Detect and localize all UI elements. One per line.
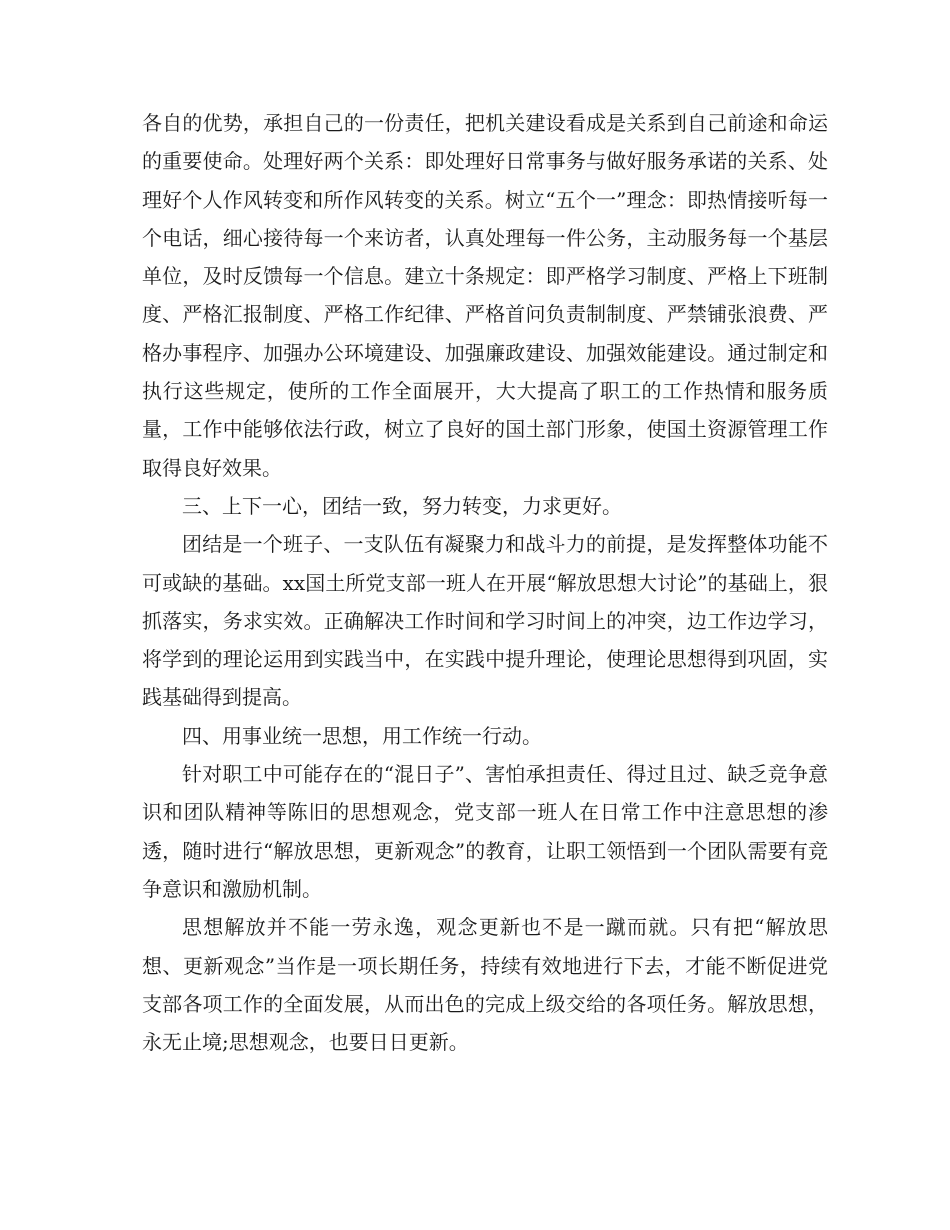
section-heading-4: 四、用事业统一思想，用工作统一行动。 <box>182 723 542 748</box>
paragraph-1: 各自的优势，承担自己的一份责任，把机关建设看成是关系到自己前途和命运的重要使命。处理好两个关系：即处理好日常事务与做好服务承诺的关系、处理好个人作风转变和所作风转变的关系。树立“五个一”理念：即热情接听每一个电话，细心接待每一个来访者，认真处理每一件公务，主动服务每一个基层单位，及时反馈每一个信息。建立十条规定：即严格学习制度、严格上下班制度、严格汇报制度、严格工作纪律、严格首问负责制制度、严禁铺张浪费、严格办事程序、加强办公环境建设、加强廉政建设、加强效能建设。通过制定和执行这些规定，使所的工作全面展开，大大提高了职工的工作热情和服务质量，工作中能够依法行政，树立了良好的国土部门形象，使国土资源管理工作取得良好效果。 <box>142 111 828 480</box>
paragraph-3: 针对职工中可能存在的“混日子”、害怕承担责任、得过且过、缺乏竞争意识和团队精神等陈旧的思想观念，党支部一班人在日常工作中注意思想的渗透，随时进行“解放思想，更新观念”的教育，让职工领悟到一个团队需要有竞争意识和激励机制。 <box>142 762 828 901</box>
section-heading-3: 三、上下一心，团结一致，努力转变，力求更好。 <box>182 493 622 518</box>
document-body <box>142 104 828 1061</box>
paragraph-4: 思想解放并不能一劳永逸，观念更新也不是一蹴而就。只有把“解放思想、更新观念”当作是一项长期任务，持续有效地进行下去，才能不断促进党支部各项工作的全面发展，从而出色的完成上级交给的各项任务。解放思想，永无止境;思想观念，也要日日更新。 <box>142 915 828 1055</box>
paragraph-2: 团结是一个班子、一支队伍有凝聚力和战斗力的前提，是发挥整体功能不可或缺的基础。xx国土所党支部一班人在开展“解放思想大讨论”的基础上，狠抓落实，务求实效。正确解决工作时间和学习时间上的冲突，边工作边学习，将学到的理论运用到实践当中，在实践中提升理论，使理论思想得到巩固，实践基础得到提高。 <box>142 532 828 710</box>
